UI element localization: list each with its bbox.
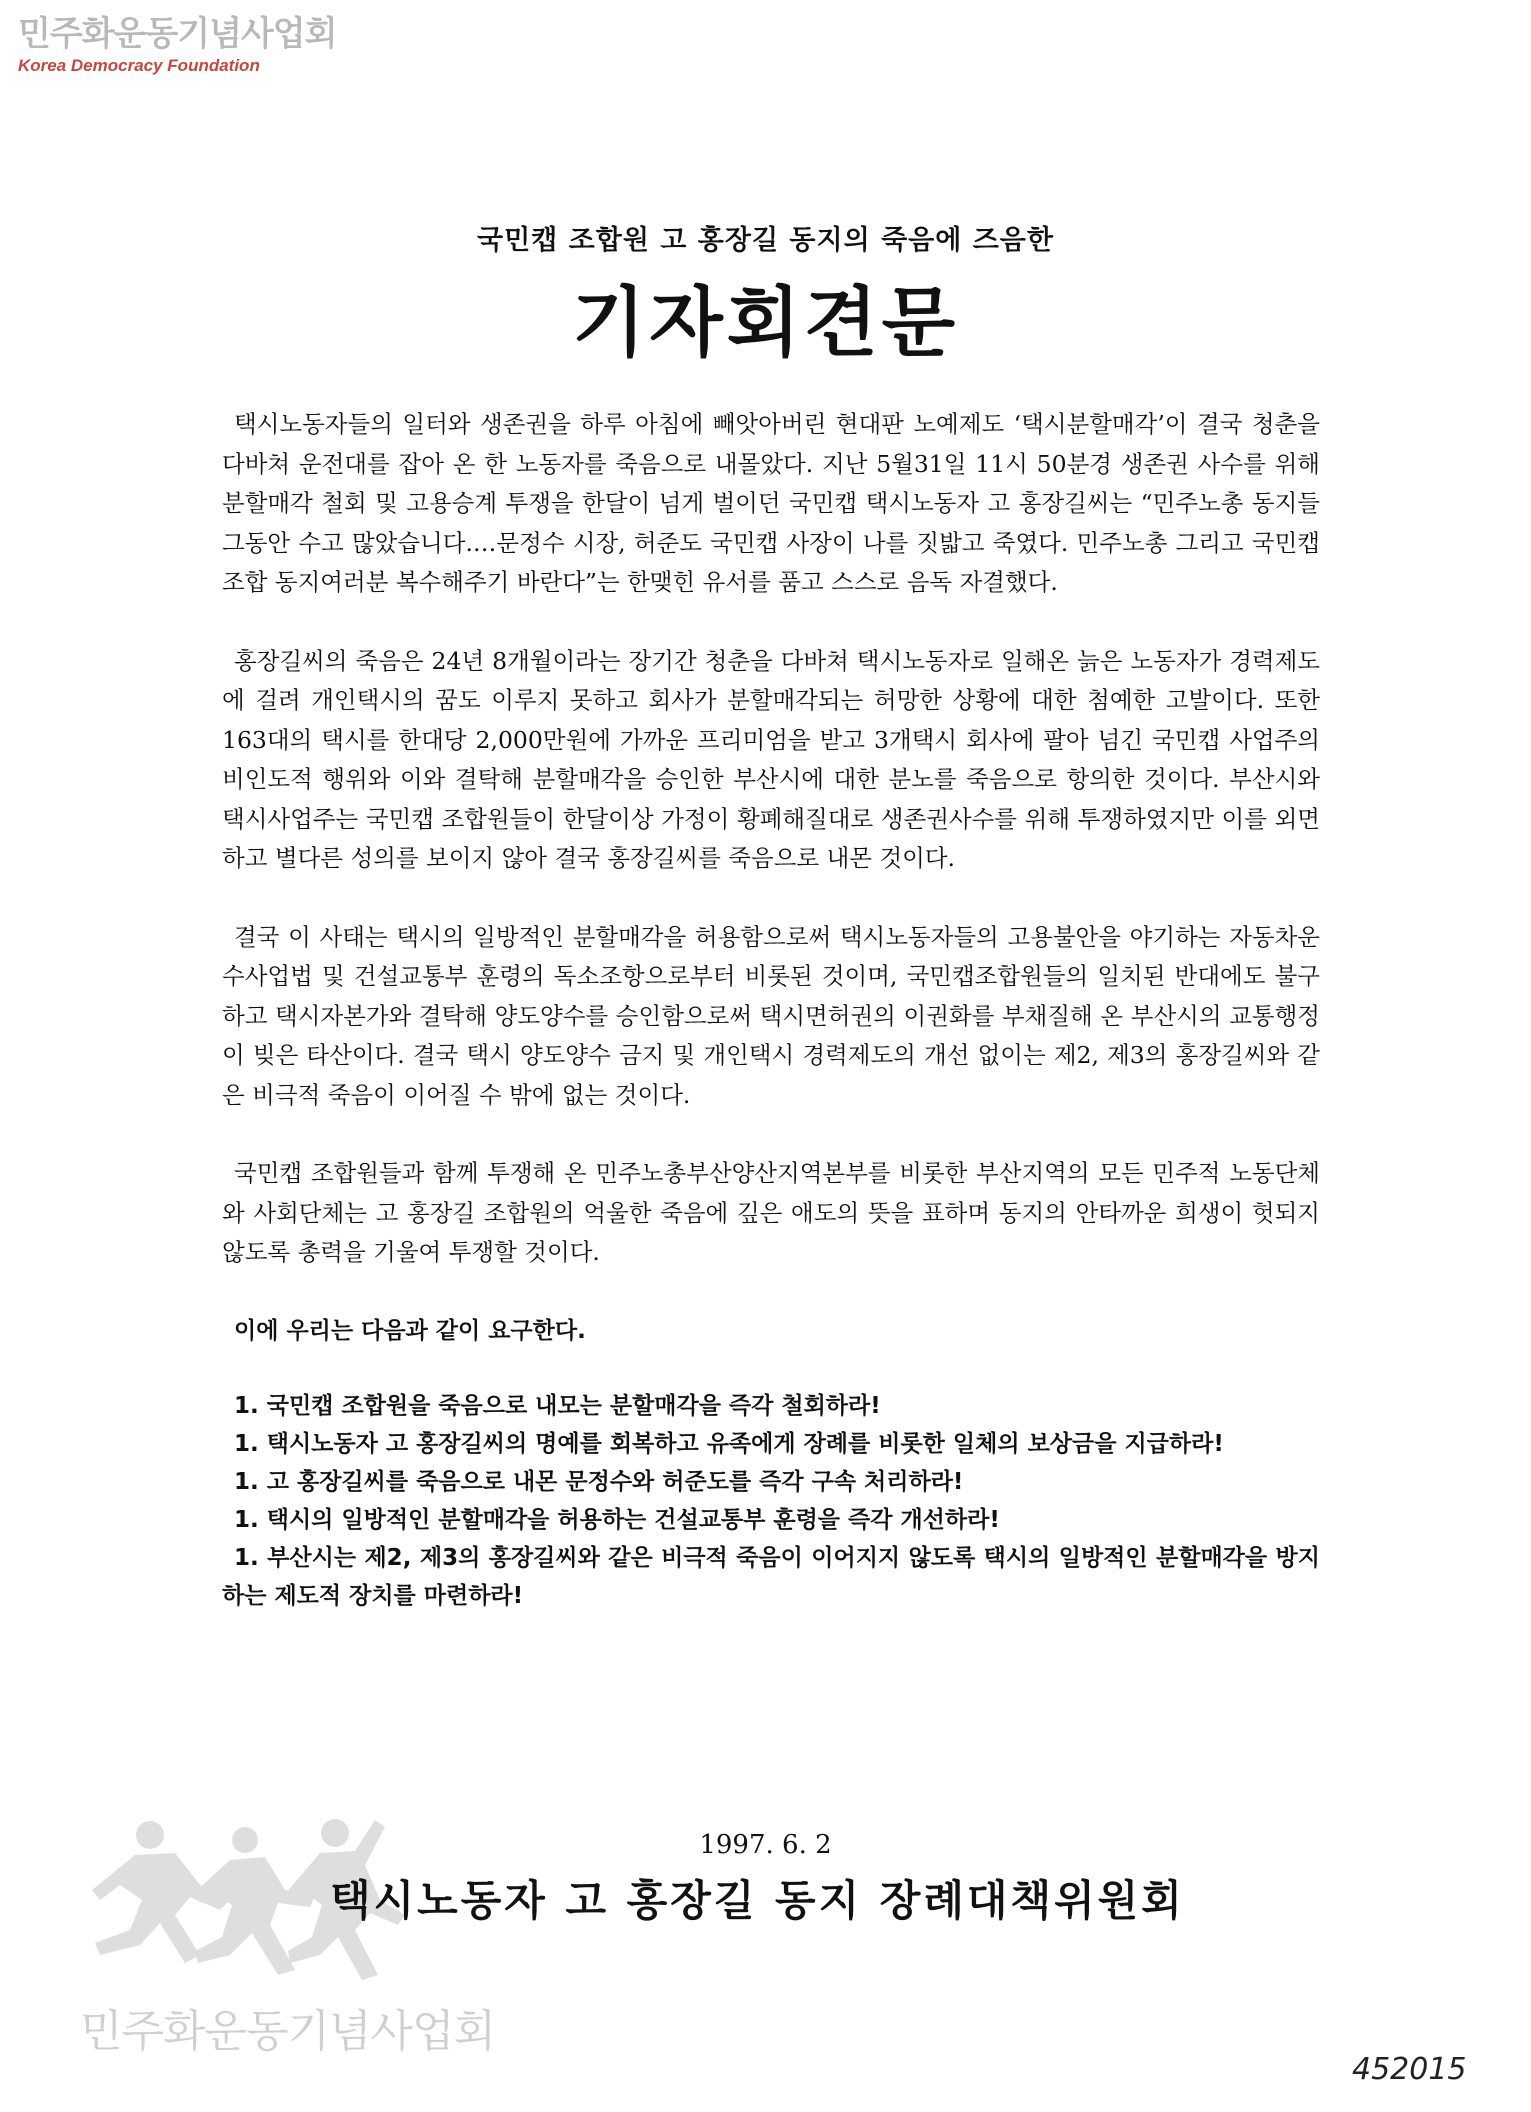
document-subtitle: 국민캡 조합원 고 홍장길 동지의 죽음에 즈음한 bbox=[477, 225, 1054, 256]
document-number: 452015 bbox=[1352, 2052, 1467, 2087]
issuing-organization: 택시노동자 고 홍장길 동지 장례대책위원회 bbox=[330, 1876, 1185, 1925]
watermark-bottom: 민주화운동기념사업회 bbox=[80, 2006, 496, 2057]
demand-item: 1. 택시의 일방적인 분할매각을 허용하는 건설교통부 훈령을 즉각 개선하라! bbox=[234, 1507, 1000, 1533]
document-date: 1997. 6. 2 bbox=[699, 1830, 832, 1860]
paragraph-1: 택시노동자들의 일터와 생존권을 하루 아침에 빼앗아버린 현대판 노예제도 ‘택시분할매각’이 결국 청춘을 다바쳐 운전대를 잡아 온 한 노동자를 죽음으로 내몰았다. 지난 5월31일 11시 50분경 생존권 사수를 위해 분할매각 철회 및 고용승계 투쟁을 한달이 넘게 벌이던 국민캡 택시노동자 고 홍장길씨는 “민주노총 동지들 그동안 수고 많았습니다.…문정수 시장, 허준도 국민캡 사장이 나를 짓밟고 죽였다. 민주노총 그리고 국민캡 조합 동지여러분 복수해주기 바란다”는 한맺힌 유서를 품고 스스로 음독 자결했다. bbox=[222, 410, 1320, 596]
watermark-top bbox=[18, 14, 336, 76]
paragraph-4: 국민캡 조합원들과 함께 투쟁해 온 민주노총부산양산지역본부를 비롯한 부산지역의 모든 민주적 노동단체와 사회단체는 고 홍장길 조합원의 억울한 죽음에 깊은 애도의 뜻을 표하며 동지의 안타까운 희생이 헛되지 않도록 총력을 기울여 투쟁할 것이다. bbox=[222, 1159, 1320, 1266]
demand-item: 1. 국민캡 조합원을 죽음으로 내모는 분할매각을 즉각 철회하라! bbox=[234, 1393, 881, 1419]
watermark-top-korean: 민주화운동기념사업회 bbox=[18, 14, 337, 54]
demand-item: 1. 택시노동자 고 홍장길씨의 명예를 회복하고 유족에게 장례를 비롯한 일체의 보상금을 지급하라! bbox=[234, 1431, 1224, 1457]
paragraph-3: 결국 이 사태는 택시의 일방적인 분할매각을 허용함으로써 택시노동자들의 고용불안을 야기하는 자동차운수사업법 및 건설교통부 훈령의 독소조항으로부터 비롯된 것이며, 국민캡조합원들의 일치된 반대에도 불구하고 택시자본가와 결탁해 양도양수를 승인함으로써 택시면허권의 이권화를 부채질해 온 부산시의 교통행정이 빚은 타산이다. 결국 택시 양도양수 금지 및 개인택시 경력제도의 개선 없이는 제2, 제3의 홍장길씨와 같은 비극적 죽음이 이어질 수 밖에 없는 것이다. bbox=[222, 922, 1320, 1109]
document-body bbox=[222, 405, 1320, 1615]
paragraph-2: 홍장길씨의 죽음은 24년 8개월이라는 장기간 청춘을 다바쳐 택시노동자로 일해온 늙은 노동자가 경력제도에 걸려 개인택시의 꿈도 이루지 못하고 회사가 분할매각되는 허망한 상황에 대한 첨예한 고발이다. 또한 163대의 택시를 한대당 2,000만원에 가까운 프리미엄을 받고 3개택시 회사에 팔아 넘긴 국민캡 사업주의 비인도적 행위와 이와 결탁해 분할매각을 승인한 부산시에 대한 분노를 죽음으로 항의한 것이다. 부산시와 택시사업주는 국민캡 조합원들이 한달이상 가정이 황폐해질대로 생존권사수를 위해 투쟁하였지만 이를 외면하고 별다른 성의를 보이지 않아 결국 홍장길씨를 죽음으로 내몬 것이다. bbox=[222, 646, 1320, 872]
demand-intro: 이에 우리는 다음과 같이 요구한다. bbox=[234, 1317, 586, 1344]
demand-list bbox=[222, 1387, 1320, 1615]
watermark-top-english: Korea Democracy Foundation bbox=[18, 56, 260, 75]
document-title: 기자회견문 bbox=[571, 278, 960, 367]
demand-item: 1. 부산시는 제2, 제3의 홍장길씨와 같은 비극적 죽음이 이어지지 않도록 택시의 일방적인 분할매각을 방지하는 제도적 장치를 마련하라! bbox=[222, 1545, 1320, 1609]
demand-item: 1. 고 홍장길씨를 죽음으로 내몬 문정수와 허준도를 즉각 구속 처리하라! bbox=[234, 1469, 964, 1495]
